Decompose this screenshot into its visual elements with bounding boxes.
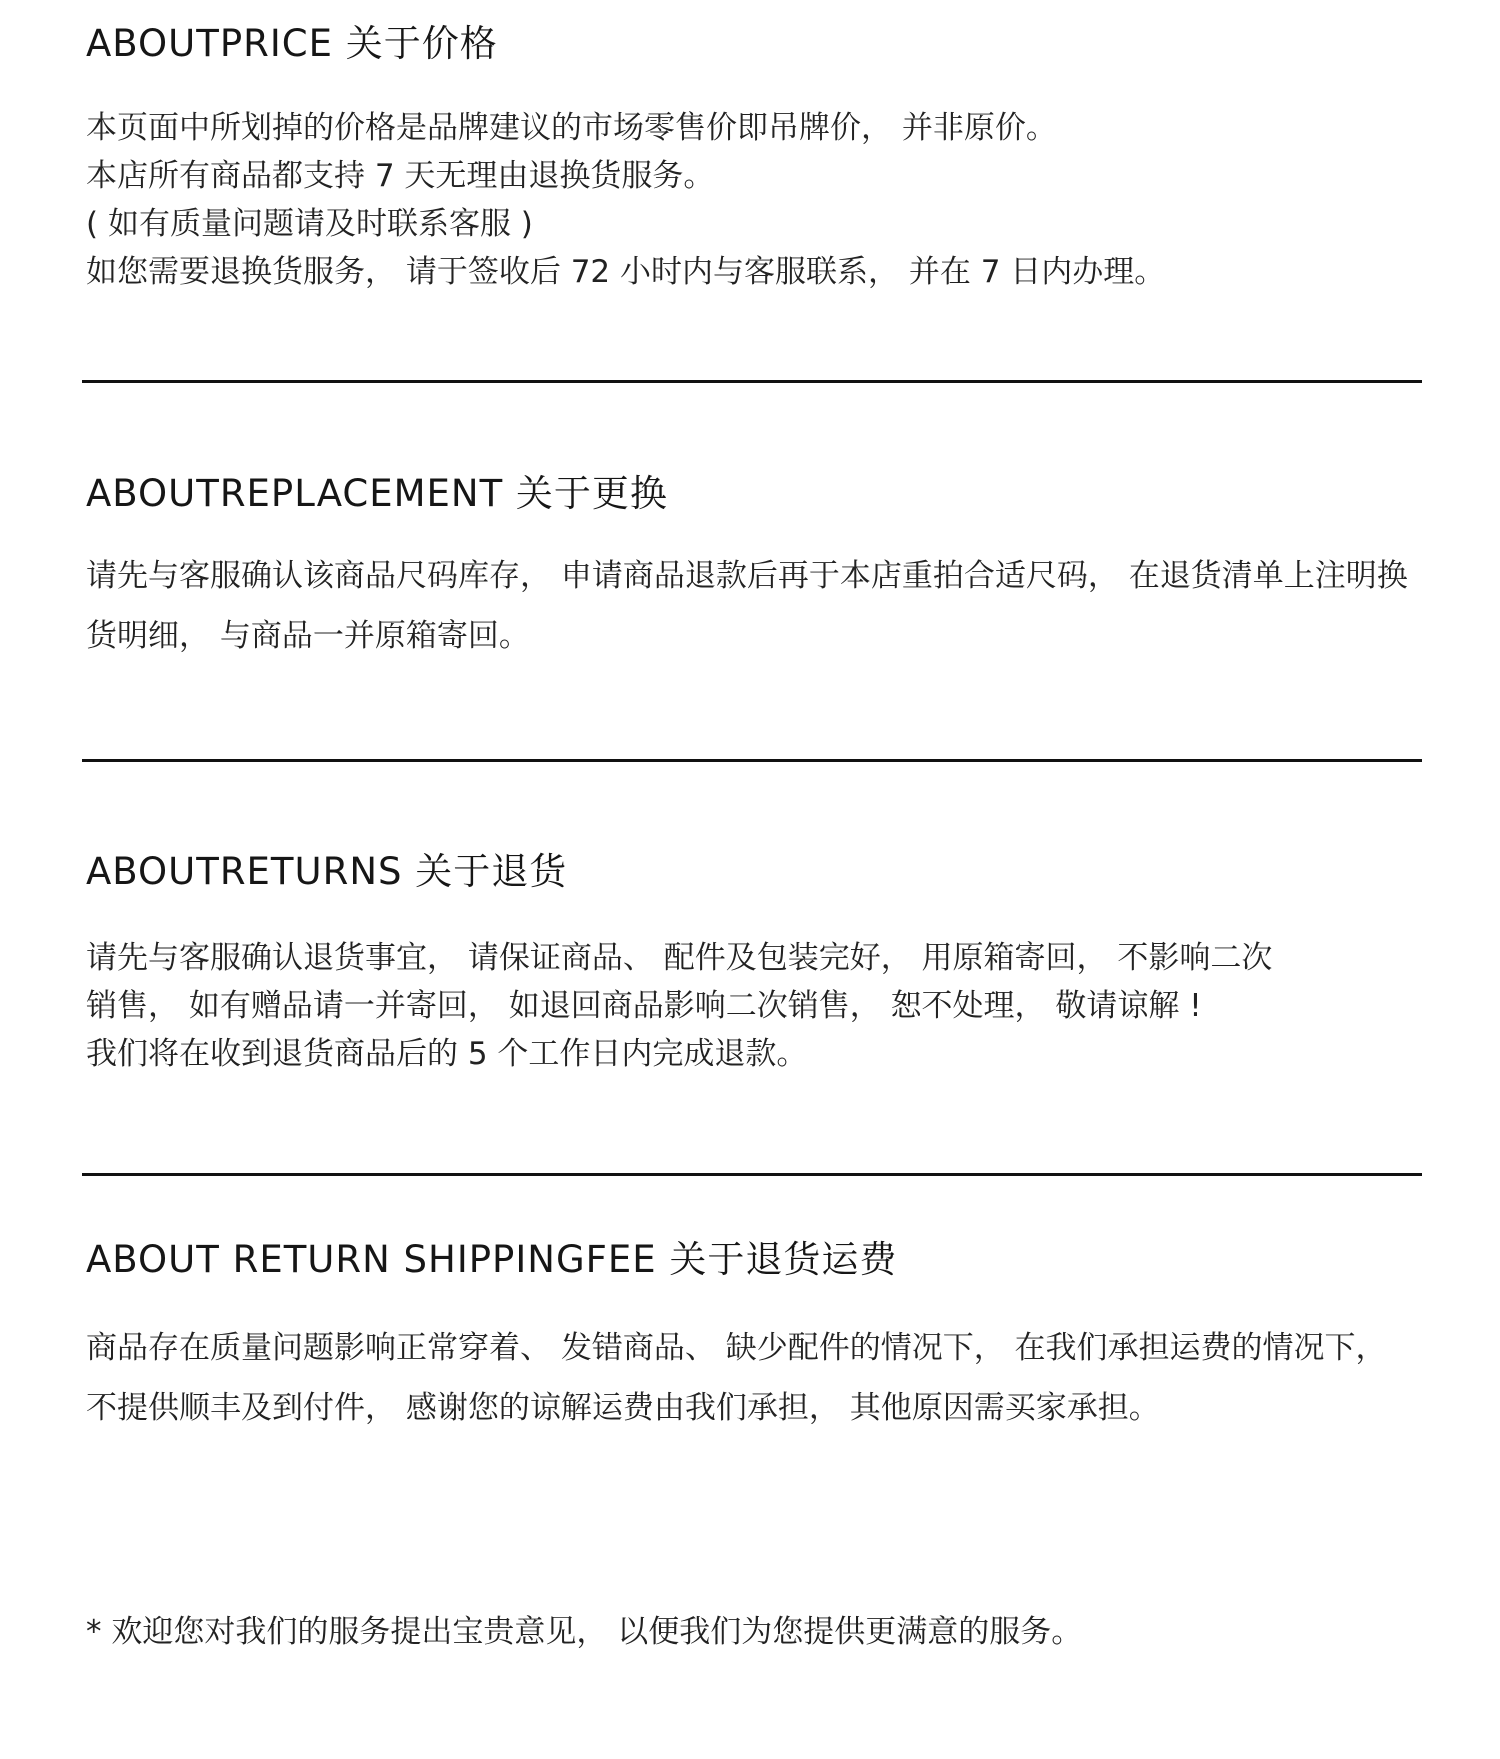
section-divider [82,759,1422,762]
body-line: 我们将在收到退货商品后的 5 个工作日内完成退款。 [86,1036,808,1072]
section-heading-price: ABOUTPRICE 关于价格 [86,22,498,65]
section-divider [82,380,1422,383]
body-line: 请先与客服确认退货事宜， 请保证商品、 配件及包装完好， 用原箱寄回， 不影响二次 [86,940,1273,976]
section-body-returns [86,934,1420,1078]
body-paragraph: 商品存在质量问题影响正常穿着、 发错商品、 缺少配件的情况下， 在我们承担运费的情况下， 不提供顺丰及到付件， 感谢您的谅解运费由我们承担， 其他原因需买家承担。 [86,1330,1387,1426]
body-line: 本页面中所划掉的价格是品牌建议的市场零售价即吊牌价， 并非原价。 [86,110,1057,146]
body-line: 本店所有商品都支持 7 天无理由退换货服务。 [86,158,715,194]
section-body-replacement [86,546,1420,666]
body-line: 如您需要退换货服务， 请于签收后 72 小时内与客服联系， 并在 7 日内办理。 [86,254,1166,290]
section-shipping-fee [86,1238,1420,1438]
body-line: 销售， 如有赠品请一并寄回， 如退回商品影响二次销售， 恕不处理， 敬请谅解 ! [86,988,1202,1024]
section-price [86,22,1420,296]
section-returns [86,850,1420,1078]
footnote: * 欢迎您对我们的服务提出宝贵意见， 以便我们为您提供更满意的服务。 [86,1614,1083,1650]
section-heading-returns: ABOUTRETURNS 关于退货 [86,850,568,893]
section-replacement [86,472,1420,666]
section-heading-shipping-fee: ABOUT RETURN SHIPPINGFEE 关于退货运费 [86,1238,898,1281]
section-heading-replacement: ABOUTREPLACEMENT 关于更换 [86,472,668,515]
section-body-price [86,104,1420,296]
body-line: ( 如有质量问题请及时联系客服 ) [86,206,533,242]
body-paragraph: 请先与客服确认该商品尺码库存， 申请商品退款后再于本店重拍合适尺码， 在退货清单上注明换货明细， 与商品一并原箱寄回。 [86,558,1408,654]
section-body-shipping-fee [86,1318,1420,1438]
section-divider [82,1173,1422,1176]
